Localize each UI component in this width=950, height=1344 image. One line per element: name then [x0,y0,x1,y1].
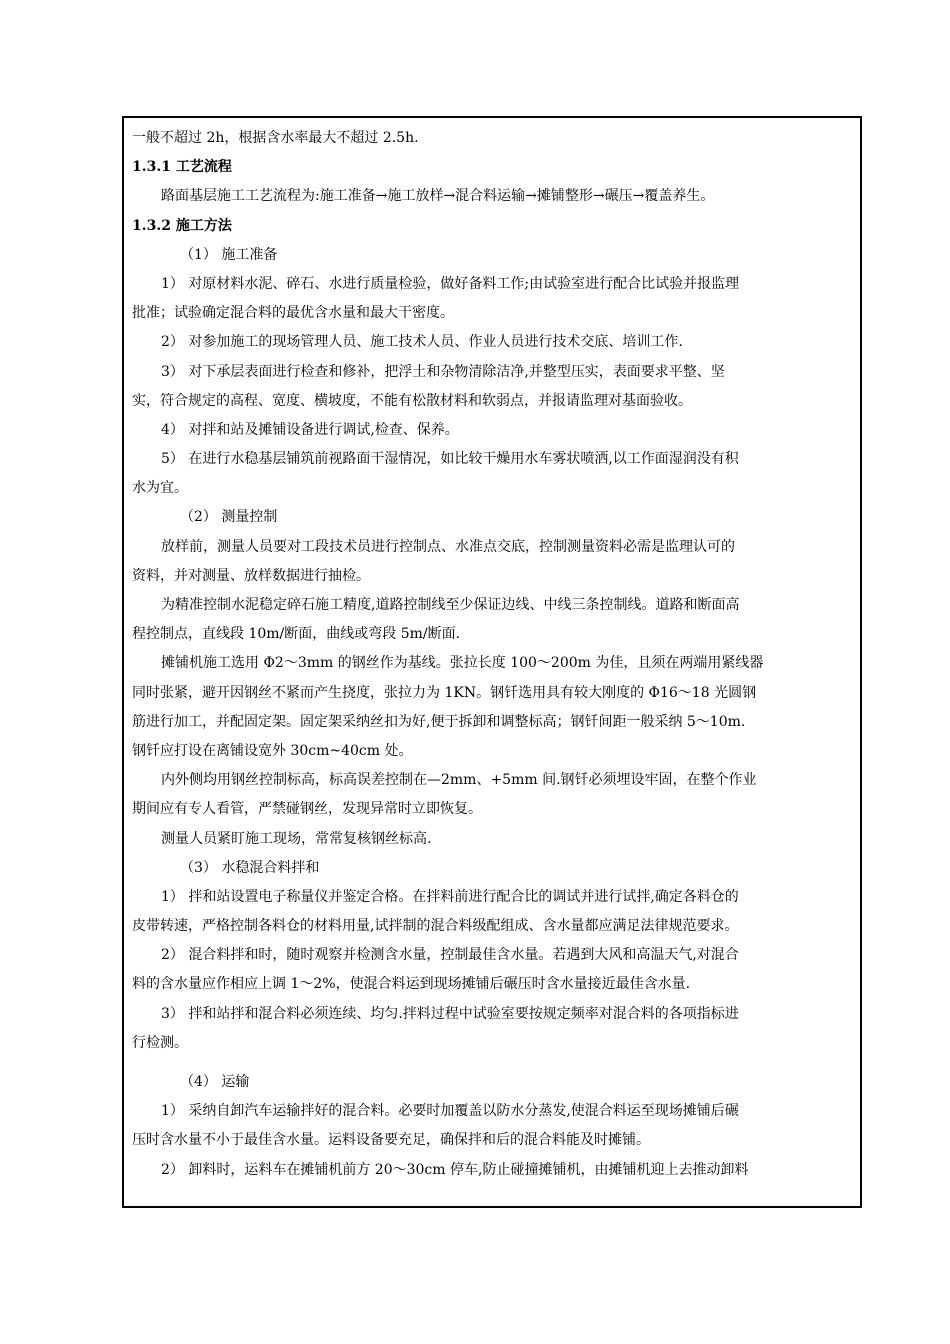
text-line: 资料，并对测量、放样数据进行抽检。 [132,567,370,584]
text-line: 1） 采纳自卸汽车运输拌好的混合料。必要时加覆盖以防水分蒸发,使混合料运至现场摊铺后碾 [161,1103,739,1120]
text-line: 水为宜。 [132,480,188,497]
document-frame [122,116,862,1208]
text-line: 1） 拌和站设置电子称量仪并鉴定合格。在拌料前进行配合比的调试并进行试拌,确定各料仓的 [161,888,739,905]
text-line: 皮带转速，严格控制各料仓的材料用量,试拌制的混合料级配组成、含水量都应满足法律规范要求。 [132,918,739,935]
text-line: 内外侧均用钢丝控制标高，标高误差控制在—2mm、+5mm 间.钢钎必须埋设牢固，在整个作业 [161,772,757,789]
text-line: 3） 对下承层表面进行检查和修补，把浮土和杂物清除洁净,并整型压实，表面要求平整、坚 [161,363,725,380]
text-line: 为精准控制水泥稳定碎石施工精度,道路控制线至少保证边线、中线三条控制线。道路和断面高 [161,597,740,613]
text-line: 5） 在进行水稳基层铺筑前视路面干湿情况，如比较干燥用水车雾状喷洒,以工作面湿润没有积 [161,451,739,468]
text-line: （3） 水稳混合料拌和 [180,859,320,876]
text-line: 同时张紧，避开因钢丝不紧而产生挠度，张拉力为 1KN。钢钎选用具有较大刚度的 Φ16～18 光圆钢 [132,684,757,701]
text-line: 钢钎应打设在离铺设宽外 30cm~40cm 处。 [132,742,413,759]
text-line: 行检测。 [132,1034,188,1051]
text-line: 程控制点，直线段 10m/断面，曲线或弯段 5m/断面. [132,626,461,643]
text-line: 放样前，测量人员要对工段技术员进行控制点、水准点交底，控制测量资料必需是监理认可的 [161,538,735,555]
document-body [132,124,854,1185]
paragraph-gap [132,1058,854,1068]
text-line: 筋进行加工，并配固定架。固定架采纳丝扣为好,便于拆卸和调整标高；钢钎间距一般采纳 5～10m. [132,713,746,730]
text-line: 批准；试验确定混合料的最优含水量和最大干密度。 [132,305,454,322]
text-line: 料的含水量应作相应上调 1～2%，使混合料运到现场摊铺后碾压时含水量接近最佳含水量. [132,976,691,993]
text-line: 期间应有专人看管，严禁碰钢丝，发现异常时立即恢复。 [132,801,482,818]
text-line: 1） 对原材料水泥、碎石、水进行质量检验，做好备料工作;由试验室进行配合比试验并报监理 [161,275,740,292]
text-line: （2） 测量控制 [180,509,278,526]
text-line: 2） 混合料拌和时，随时观察并检测含水量，控制最佳含水量。若遇到大风和高温天气,对混合 [161,947,739,964]
text-line: 路面基层施工工艺流程为:施工准备→施工放样→混合料运输→摊铺整形→碾压→覆盖养生。 [161,188,715,205]
text-line: 实，符合规定的高程、宽度、横坡度，不能有松散材料和软弱点，并报请监理对基面验收。 [132,392,692,409]
text-line: 2） 卸料时，运料车在摊铺机前方 20～30cm 停车,防止碰撞摊铺机，由摊铺机迎上去推动卸料 [161,1161,749,1178]
text-line: （1） 施工准备 [180,246,278,263]
text-line: 摊铺机施工选用 Φ2～3mm 的钢丝作为基线。张拉长度 100～200m 为佳，且须在两端用紧线器 [161,655,764,672]
text-line: （4） 运输 [180,1074,250,1090]
text-line: 2） 对参加施工的现场管理人员、施工技术人员、作业人员进行技术交底、培训工作. [161,334,683,351]
section-heading: 1.3.2 施工方法 [132,217,232,234]
text-line: 3） 拌和站拌和混合料必须连续、均匀.拌料过程中试验室要按规定频率对混合料的各项指标进 [161,1005,739,1022]
text-line: 压时含水量不小于最佳含水量。运料设备要充足，确保拌和后的混合料能及时摊铺。 [132,1132,650,1149]
text-line: 4） 对拌和站及摊铺设备进行调试,检查、保养。 [161,421,459,438]
section-heading: 1.3.1 工艺流程 [132,159,232,176]
text-line: 测量人员紧盯施工现场，常常复核钢丝标高. [161,830,432,847]
text-line: 一般不超过 2h，根据含水率最大不超过 2.5h. [132,130,419,146]
